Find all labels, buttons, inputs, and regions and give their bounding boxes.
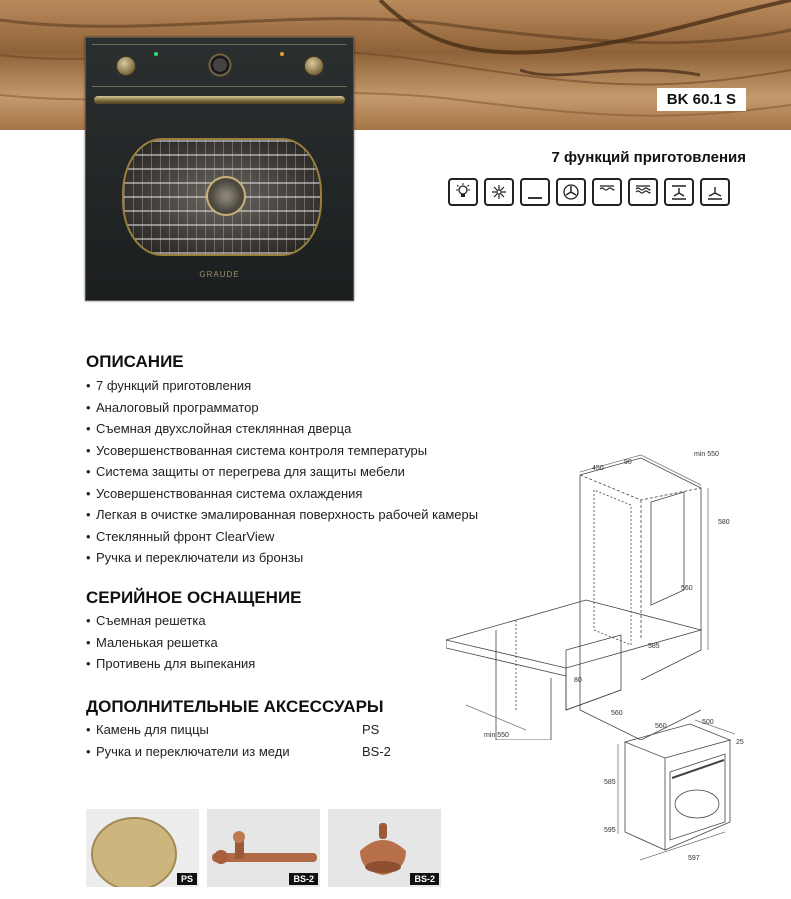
list-item: • Ручка и переключатели из меди BS-2 <box>86 743 391 759</box>
list-item: • Маленькая решетка <box>86 634 218 650</box>
list-item: • Съемная решетка <box>86 613 206 628</box>
top-heat-icon <box>592 178 622 206</box>
dimension-label: 585 <box>648 643 660 650</box>
oven-window <box>122 138 322 256</box>
defrost-icon <box>484 178 514 206</box>
list-item: • Съемная двухслойная стеклянная дверца <box>86 421 352 436</box>
dimension-label: 80 <box>574 677 582 684</box>
accessories-list <box>86 719 391 762</box>
description-list <box>86 375 478 569</box>
dimension-label: 560 <box>681 585 693 592</box>
dimension-label: 90 <box>624 459 632 466</box>
oven-dimensions-diagram <box>600 712 750 872</box>
thumbnail-tag: PS <box>177 873 197 885</box>
list-item: • Стеклянный фронт ClearView <box>86 528 275 544</box>
list-item: • Усовершенствованная система контроля температуры <box>86 442 428 458</box>
list-item: • Аналоговый программатор <box>86 399 259 415</box>
grill-icon <box>628 178 658 206</box>
fan-bottom-heat-icon <box>664 178 694 206</box>
analog-timer <box>208 53 232 77</box>
copper-knob-thumbnail <box>328 809 441 887</box>
bottom-heat-icon <box>520 178 550 206</box>
thumbnail-tag: BS-2 <box>289 873 318 885</box>
thumbnail-tag: BS-2 <box>410 873 439 885</box>
oven-product-image <box>85 37 354 301</box>
dimension-label: 560 <box>611 710 623 717</box>
dimension-label: 500 <box>702 719 714 726</box>
dimension-label: 585 <box>604 779 616 786</box>
pizza-stone-thumbnail <box>86 809 199 887</box>
oven-door-handle <box>94 96 345 104</box>
convection-fan-icon <box>556 178 586 206</box>
lamp-icon <box>448 178 478 206</box>
dimension-label: 597 <box>688 855 700 862</box>
list-item: • Камень для пиццы PS <box>86 722 380 737</box>
list-item: • 7 функций приготовления <box>86 378 252 393</box>
right-knob <box>304 56 324 76</box>
dimension-label: 25 <box>736 739 744 746</box>
standard-equipment-list <box>86 610 255 675</box>
standard-equipment-heading: СЕРИЙНОЕ ОСНАЩЕНИЕ <box>86 588 302 607</box>
panel-trim-line <box>92 44 347 45</box>
fan-heat-icon <box>700 178 730 206</box>
dimension-label: min 550 <box>484 732 509 739</box>
function-icons-row <box>448 178 730 206</box>
left-knob <box>116 56 136 76</box>
functions-title: 7 функций приготовления <box>551 149 746 166</box>
installation-diagram <box>446 440 776 740</box>
panel-trim-line <box>92 86 347 87</box>
dimension-label: 595 <box>604 827 616 834</box>
convection-fan <box>206 176 246 216</box>
accessories-heading: ДОПОЛНИТЕЛЬНЫЕ АКСЕССУАРЫ <box>86 697 384 716</box>
green-indicator-light <box>154 52 158 56</box>
list-item: • Ручка и переключатели из бронзы <box>86 550 304 565</box>
dimension-label: 560 <box>655 723 667 730</box>
description-heading: ОПИСАНИЕ <box>86 352 184 371</box>
dimension-label: min 550 <box>694 451 719 458</box>
list-item: • Противень для выпекания <box>86 656 256 671</box>
dimension-label: 450 <box>592 465 604 472</box>
dimension-label: 580 <box>718 519 730 526</box>
copper-handle-thumbnail <box>207 809 320 887</box>
orange-indicator-light <box>280 52 284 56</box>
list-item: • Система защиты от перегрева для защиты мебели <box>86 464 405 479</box>
list-item: • Легкая в очистке эмалированная поверхность рабочей камеры <box>86 507 479 522</box>
model-badge: BK 60.1 S <box>657 88 746 111</box>
oven-brand-logo: GRAUDE <box>199 270 240 279</box>
list-item: • Усовершенствованная система охлаждения <box>86 485 363 501</box>
